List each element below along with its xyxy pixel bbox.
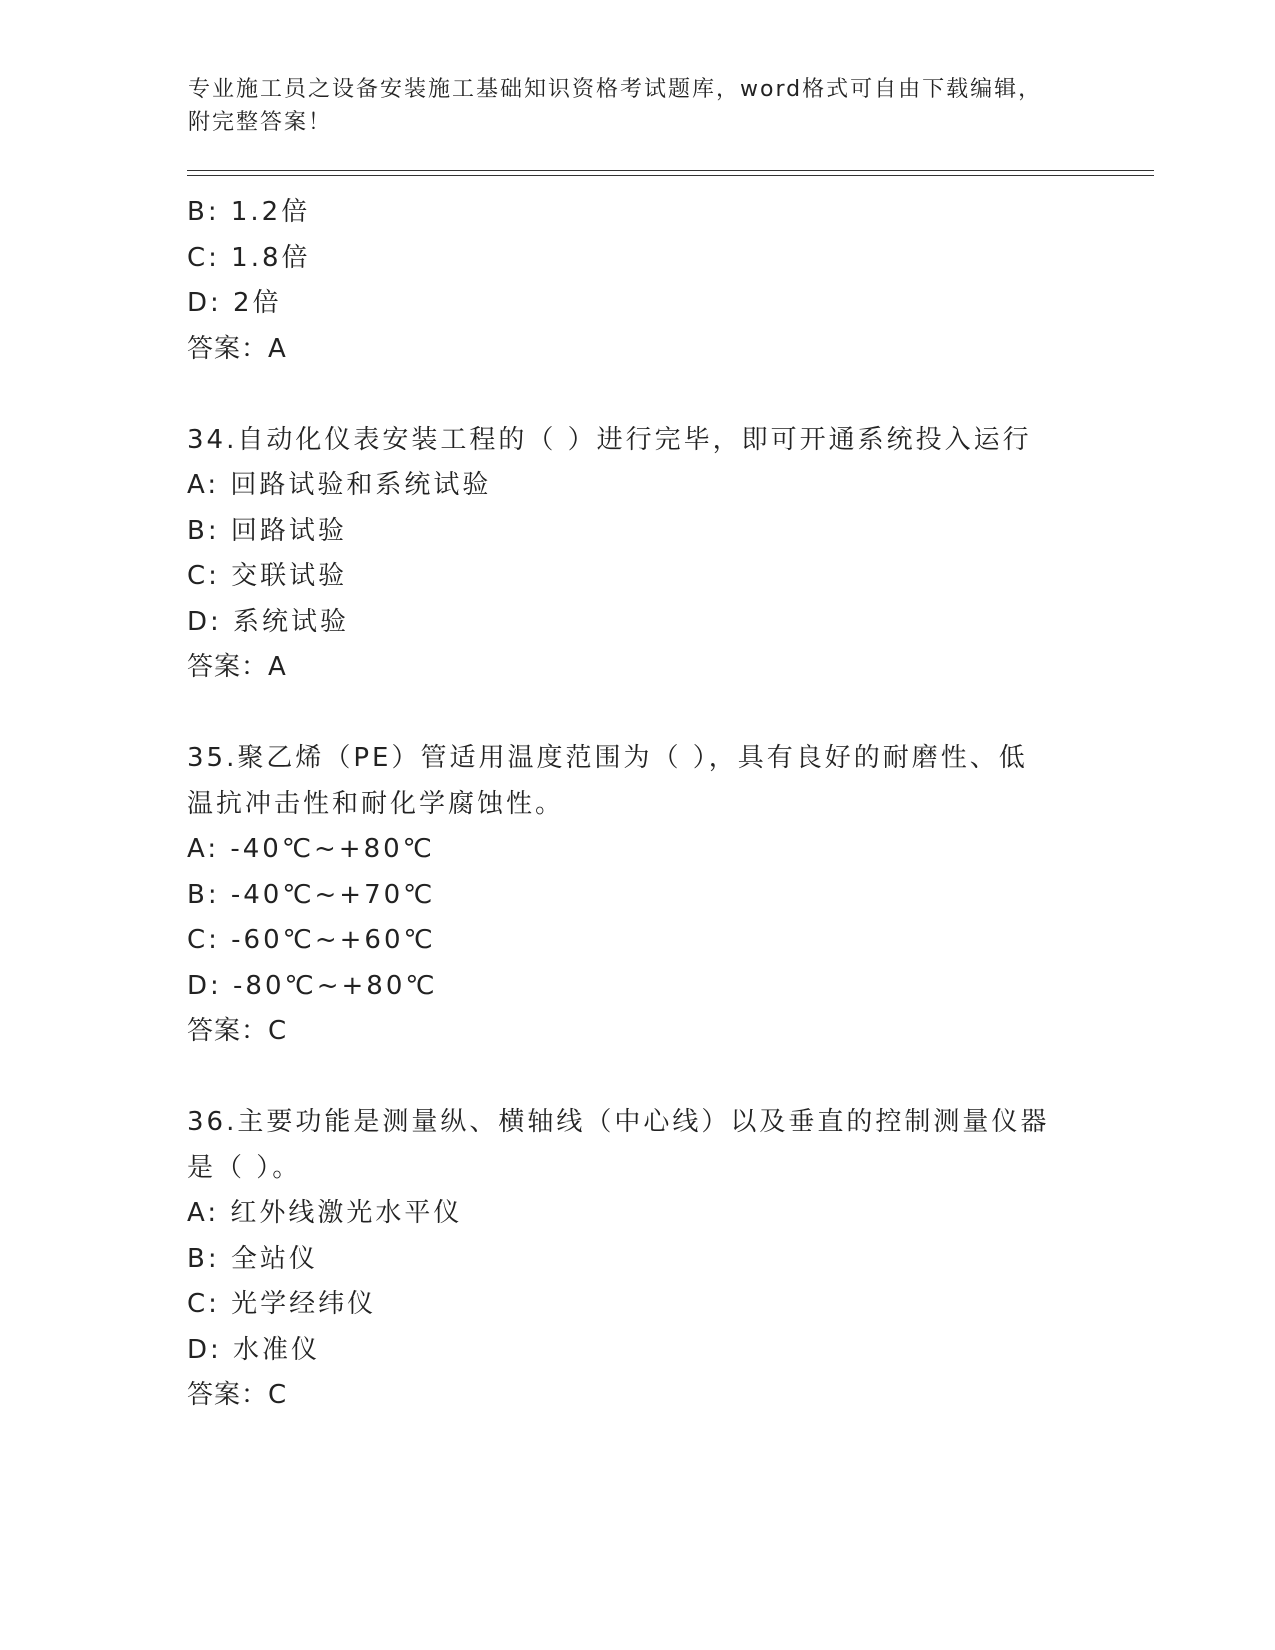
option-a: A: 回路试验和系统试验 [187,470,492,500]
question-list [187,190,1087,1419]
option-b: B: 回路试验 [187,515,347,546]
option-c: C: 光学经纬仪 [187,1289,377,1319]
question-block-36 [187,1100,1087,1419]
option-d: D: 2倍 [187,288,282,318]
header-divider-lower [187,175,1154,176]
header-title-line1: 专业施工员之设备安装施工基础知识资格考试题库，word格式可自由下载编辑， [188,77,1043,102]
document-header [188,73,1068,139]
option-b: B: 1.2倍 [187,197,311,227]
option-c: C: -60℃~+60℃ [187,925,436,955]
answer-line: 答案：A [187,652,287,682]
option-c: C: 交联试验 [187,561,348,591]
option-d: D: 系统试验 [187,606,350,637]
option-a: A: -40℃~+80℃ [187,834,435,864]
question-block-34 [187,418,1087,691]
answer-line: 答案：C [187,1380,288,1410]
option-a: A: 红外线激光水平仪 [187,1198,463,1228]
block-spacer [187,691,1087,737]
option-c: C: 1.8倍 [187,242,311,273]
option-d: D: 水准仪 [187,1334,321,1365]
question-text: 36.主要功能是测量纵、横轴线（中心线）以及垂直的控制测量仪器是（ ）。 [187,1107,1050,1183]
question-block-35 [187,736,1087,1055]
option-b: B: 全站仪 [187,1243,318,1274]
question-text: 35.聚乙烯（PE）管适用温度范围为（ ），具有良好的耐磨性、低温抗冲击性和耐化学腐蚀性。 [187,743,1028,819]
header-title-line2: 附完整答案！ [188,110,333,135]
header-divider-upper [187,170,1154,171]
question-text: 34.自动化仪表安装工程的（ ）进行完毕，即可开通系统投入运行 [187,424,1032,455]
answer-line: 答案：C [187,1016,288,1046]
answer-line: 答案：A [187,333,287,364]
option-d: D: -80℃~+80℃ [187,970,438,1001]
option-b: B: -40℃~+70℃ [187,879,436,910]
block-spacer [187,1055,1087,1101]
question-block-33 [187,190,1087,372]
block-spacer [187,372,1087,418]
